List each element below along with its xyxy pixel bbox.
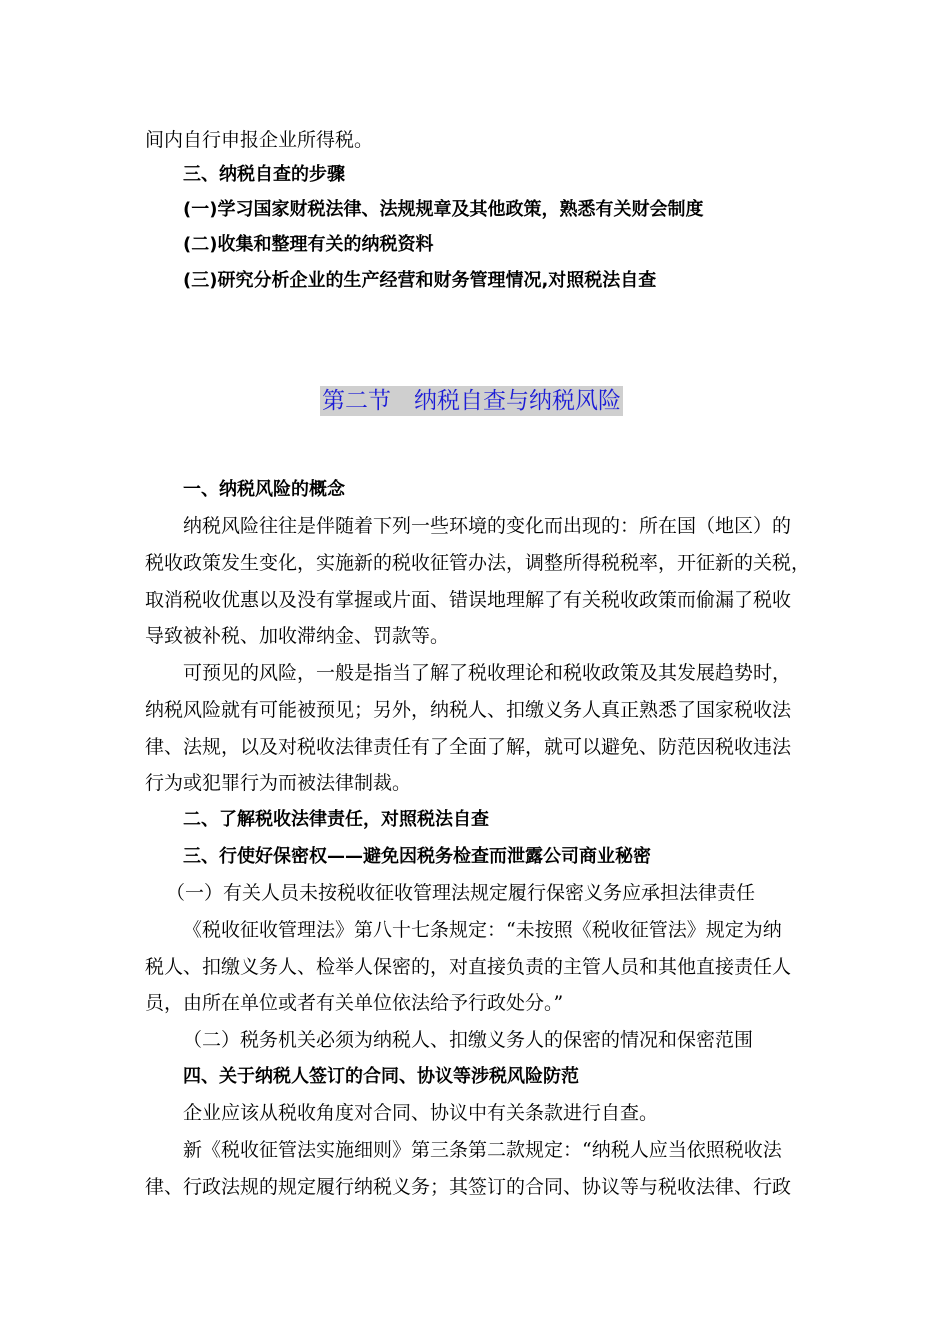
list-item: (三)研究分析企业的生产经营和财务管理情况,对照税法自查 [183, 270, 657, 291]
heading-contracts: 四、关于纳税人签订的合同、协议等涉税风险防范 [183, 1066, 579, 1087]
list-item: (一)学习国家财税法律、法规规章及其他政策，熟悉有关财会制度 [183, 199, 704, 220]
text-line: （二）税务机关必须为纳税人、扣缴义务人的保密的情况和保密范围 [183, 1029, 754, 1051]
text-line: 可预见的风险，一般是指当了解了税收理论和税收政策及其发展趋势时， [183, 662, 792, 684]
text-line: 税人、扣缴义务人、检举人保密的，对直接负责的主管人员和其他直接责任人 [145, 956, 792, 978]
heading-liability: 二、了解税收法律责任，对照税法自查 [183, 809, 489, 830]
text-line: 取消税收优惠以及没有掌握或片面、错误地理解了有关税收政策而偷漏了税收 [145, 589, 792, 611]
text-line: 律、法规，以及对税收法律责任有了全面了解，就可以避免、防范因税收违法 [145, 736, 792, 758]
text-line: 纳税风险往往是伴随着下列一些环境的变化而出现的：所在国（地区）的 [183, 515, 792, 537]
text-line: 行为或犯罪行为而被法律制裁。 [145, 772, 412, 794]
text-line: 导致被补税、加收滞纳金、罚款等。 [145, 625, 450, 647]
text-line: 《税收征收管理法》第八十七条规定：“未按照《税收征管法》规定为纳 [183, 919, 782, 941]
text-line: 员，由所在单位或者有关单位依法给予行政处分。” [145, 992, 564, 1014]
text-line: 企业应该从税收角度对合同、协议中有关条款进行自查。 [183, 1102, 659, 1124]
text-line: 律、行政法规的规定履行纳税义务；其签订的合同、协议等与税收法律、行政 [145, 1176, 792, 1198]
text-line: 间内自行申报企业所得税。 [145, 129, 374, 151]
text-line: 新《税收征管法实施细则》第三条第二款规定：“纳税人应当依照税收法 [183, 1139, 782, 1161]
heading-steps: 三、纳税自查的步骤 [183, 164, 345, 185]
text-line: 纳税风险就有可能被预见；另外，纳税人、扣缴义务人真正熟悉了国家税收法 [145, 699, 792, 721]
section-title: 第二节 纳税自查与纳税风险 [322, 388, 621, 414]
list-item: (二)收集和整理有关的纳税资料 [183, 234, 434, 255]
heading-concept: 一、纳税风险的概念 [183, 479, 345, 500]
heading-confidentiality: 三、行使好保密权——避免因税务检查而泄露公司商业秘密 [183, 846, 651, 867]
text-line: （一）有关人员未按税收征收管理法规定履行保密义务应承担法律责任 [166, 882, 756, 904]
text-line: 税收政策发生变化，实施新的税收征管办法，调整所得税税率，开征新的关税， [145, 552, 811, 574]
